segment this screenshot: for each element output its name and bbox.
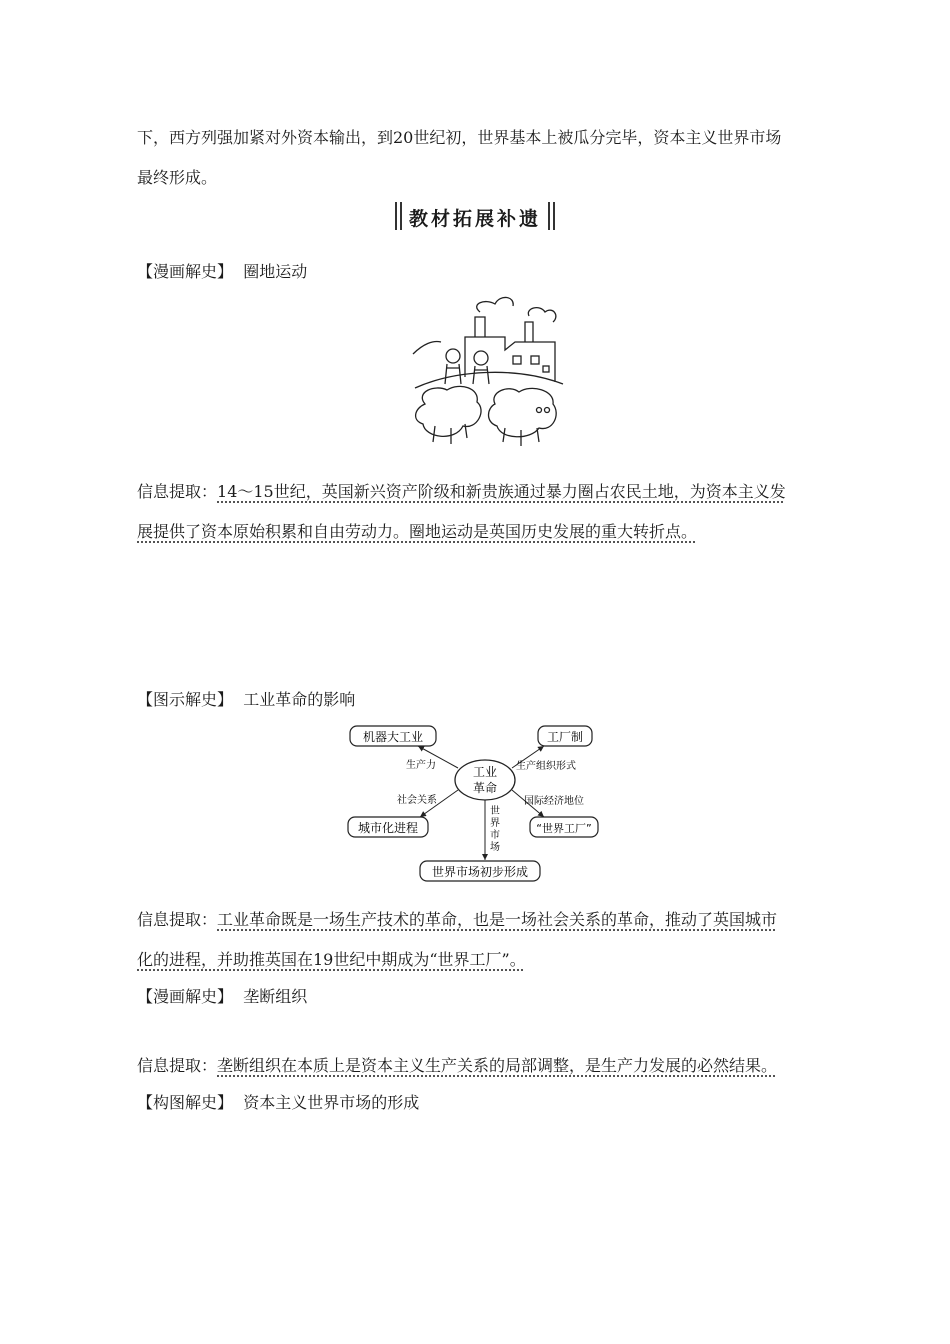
section2-info-line-1 [137,910,777,930]
banner-title: 教材拓展补遗 [408,208,541,230]
label-market-1: 世 [490,806,500,817]
section4-tag: 【构图解史】 [137,1093,234,1112]
intro-line-2: 最终形成。 [137,168,218,187]
section4-topic: 资本主义世界市场的形成 [243,1093,420,1112]
node-top-right: 工厂制 [546,730,584,744]
section1-info-line-1 [137,482,786,502]
enclosure-cartoon [405,292,565,448]
section1-topic: 圈地运动 [243,262,308,281]
section3-info-label: 信息提取： [137,1056,218,1075]
label-productivity: 生产力 [406,760,436,771]
section-banner [395,200,555,232]
section2-info-text-1: 工业革命既是一场生产技术的革命，也是一场社会关系的革命，推动了英国城市 [217,910,778,929]
label-social: 社会关系 [397,795,437,806]
section2-topic: 工业革命的影响 [243,690,356,709]
industrial-revolution-diagram [340,720,610,886]
section3-info-line-1 [137,1056,777,1076]
center-node-line-1: 工业 [472,765,498,779]
section4-heading [137,1093,419,1113]
section2-info-line-2 [137,950,526,970]
section2-info-text-2: 化的进程，并助推英国在19世纪中期成为“世界工厂”。 [137,950,526,969]
section2-tag: 【图示解史】 [137,690,234,709]
node-top-left: 机器大工业 [362,730,424,744]
section1-info-label: 信息提取： [137,482,218,501]
section1-tag: 【漫画解史】 [137,262,234,281]
label-market-3: 市 [490,830,500,841]
label-intl: 国际经济地位 [524,796,584,807]
section1-info-line-2 [137,522,697,542]
node-bottom-left: 城市化进程 [357,821,419,835]
section3-heading [137,987,307,1007]
section1-info-text-2: 展提供了资本原始积累和自由劳动力。圈地运动是英国历史发展的重大转折点。 [137,522,698,541]
section1-info-text-1: 14～15世纪，英国新兴资产阶级和新贵族通过暴力圈占农民土地，为资本主义发 [217,482,786,501]
section3-info-text-1: 垄断组织在本质上是资本主义生产关系的局部调整，是生产力发展的必然结果。 [217,1056,778,1075]
node-bottom-right: “世界工厂” [536,822,592,835]
label-org-form: 生产组织形式 [516,761,576,772]
section1-heading [137,262,307,282]
section3-topic: 垄断组织 [243,987,308,1006]
section3-tag: 【漫画解史】 [137,987,234,1006]
label-market-4: 场 [490,842,500,853]
section2-heading [137,690,355,710]
node-bottom: 世界市场初步形成 [431,865,529,879]
intro-line-1: 下，西方列强加紧对外资本输出，到20世纪初，世界基本上被瓜分完毕，资本主义世界市场 [137,128,782,147]
section2-info-label: 信息提取： [137,910,218,929]
center-node-line-2: 革命 [472,781,498,795]
label-market-2: 界 [490,818,500,829]
